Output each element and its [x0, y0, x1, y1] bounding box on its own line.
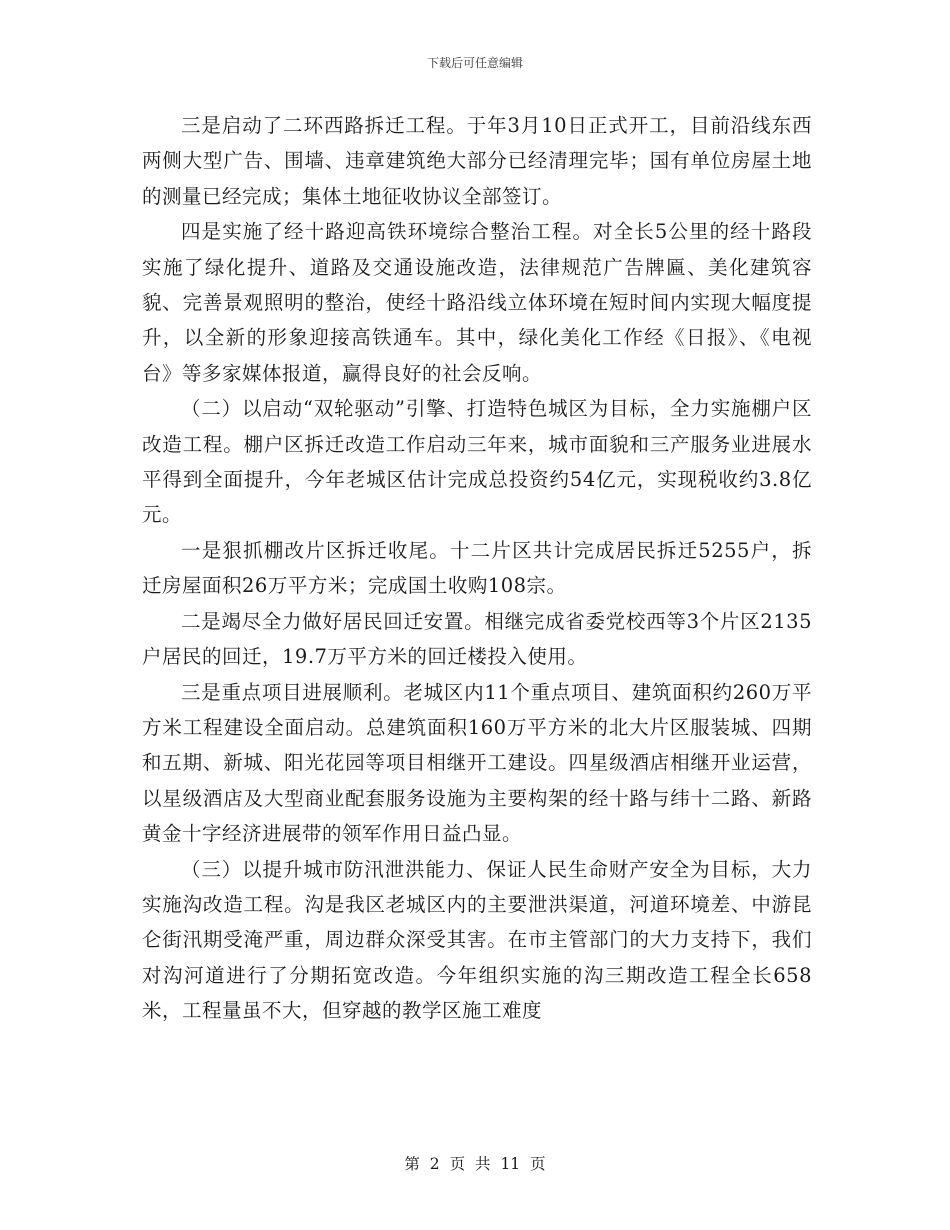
paragraph-5: 二是竭尽全力做好居民回迁安置。相继完成省委党校西等3个片区2135户居民的回迁，19.7万平方米的回迁楼投入使用。 [142, 609, 812, 669]
page-header: 下载后可任意编辑 [426, 56, 523, 70]
paragraph-1: 三是启动了二环西路拆迁工程。于年3月10日正式开工，目前沿线东西两侧大型广告、围墙、违章建筑绝大部分已经清理完毕；国有单位房屋土地的测量已经完成；集体土地征收协议全部签订。 [142, 114, 812, 208]
page-number-footer: 第 2 页 共 11 页 [404, 1155, 546, 1173]
paragraph-3: （二）以启动“双轮驱动”引擎、打造特色城区为目标，全力实施棚户区改造工程。棚户区拆迁改造工作启动三年来，城市面貌和三产服务业进展水平得到全面提升，今年老城区估计完成总投资约54亿元，实现税收约3.8亿元。 [142, 397, 812, 527]
paragraph-2: 四是实施了经十路迎高铁环境综合整治工程。对全长5公里的经十路段实施了绿化提升、道路及交通设施改造，法律规范广告牌匾、美化建筑容貌、完善景观照明的整治，使经十路沿线立体环境在短时间内实现大幅度提升，以全新的形象迎接高铁通车。其中，绿化美化工作经《日报》、《电视台》等多家媒体报道，赢得良好的社会反响。 [142, 220, 812, 385]
paragraph-7: （三）以提升城市防汛泄洪能力、保证人民生命财产安全为目标，大力实施沟改造工程。沟是我区老城区内的主要泄洪渠道，河道环境差、中游昆仑街汛期受淹严重，周边群众深受其害。在市主管部门的大力支持下，我们对沟河道进行了分期拓宽改造。今年组织实施的沟三期改造工程全长658米，工程量虽不大，但穿越的教学区施工难度 [142, 857, 812, 1023]
paragraph-6: 三是重点项目进展顺利。老城区内11个重点项目、建筑面积约260万平方米工程建设全面启动。总建筑面积160万平方米的北大片区服装城、四期和五期、新城、阳光花园等项目相继开工建设。四星级酒店相继开业运营，以星级酒店及大型商业配套服务设施为主要构架的经十路与纬十二路、新路黄金十字经济进展带的领军作用日益凸显。 [142, 680, 812, 846]
paragraph-4: 一是狠抓棚改片区拆迁收尾。十二片区共计完成居民拆迁5255户，拆迁房屋面积26万平方米；完成国土收购108宗。 [142, 538, 812, 598]
document-body [142, 108, 812, 1029]
